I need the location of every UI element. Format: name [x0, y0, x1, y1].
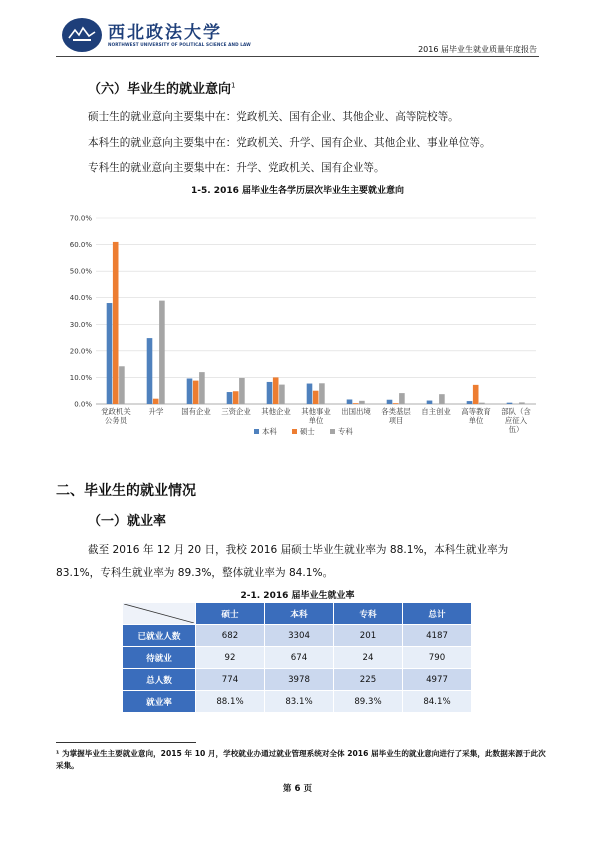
bar-硕士-1 [153, 399, 159, 404]
bar-本科-7 [387, 400, 393, 404]
y-tick-label: 10.0% [69, 373, 92, 382]
bar-专科-1 [159, 301, 165, 404]
bar-本科-3 [227, 392, 233, 404]
table-cell: 4187 [403, 625, 472, 647]
university-name-en: NORTHWEST UNIVERSITY OF POLITICAL SCIENCE AND LAW [108, 42, 251, 47]
table-cell: 674 [265, 647, 334, 669]
x-tick-label: 应征入 [504, 416, 528, 425]
bar-硕士-7 [393, 403, 399, 404]
y-tick-label: 20.0% [69, 347, 92, 356]
x-tick-label: 其他事业 [301, 407, 331, 416]
legend-label: 硕士 [300, 427, 315, 436]
x-tick-label: 伍） [508, 425, 524, 434]
employment-para-line2: 83.1%，专科生就业率为 89.3%，整体就业率为 84.1%。 [56, 567, 334, 579]
bar-专科-6 [359, 401, 365, 404]
bar-本科-10 [507, 403, 513, 404]
intent-bar-chart [56, 198, 540, 448]
table-cell: 89.3% [334, 691, 403, 713]
table-row [123, 647, 472, 669]
table-row-header: 已就业人数 [123, 625, 196, 647]
table-col-header: 专科 [334, 603, 403, 625]
bar-专科-0 [119, 366, 125, 404]
table-row-header: 就业率 [123, 691, 196, 713]
x-tick-label: 国有企业 [181, 407, 211, 416]
report-title: 2016 届毕业生就业质量年度报告 [418, 45, 537, 54]
section-heading-intent [88, 78, 235, 97]
table-title: 2-1. 2016 届毕业生就业率 [240, 591, 355, 601]
table-cell: 88.1% [196, 691, 265, 713]
y-tick-label: 70.0% [69, 214, 92, 223]
bar-硕士-2 [193, 381, 199, 404]
table-cell: 3978 [265, 669, 334, 691]
bar-专科-5 [319, 383, 325, 404]
y-tick-label: 60.0% [69, 241, 92, 250]
bar-硕士-5 [313, 391, 319, 404]
legend-swatch-本科 [254, 429, 259, 434]
x-tick-label: 出国出境 [341, 407, 371, 416]
legend-swatch-专科 [330, 429, 335, 434]
footnote-ref: 1 [231, 81, 236, 90]
table-row [123, 691, 472, 713]
chart-title: 1-5. 2016 届毕业生各学历层次毕业生主要就业意向 [191, 186, 404, 196]
table-col-header: 本科 [265, 603, 334, 625]
logo-emblem-icon [67, 24, 97, 44]
bar-硕士-0 [113, 242, 119, 404]
x-tick-label: 自主创业 [421, 407, 451, 416]
y-tick-label: 40.0% [69, 294, 92, 303]
table-cell: 682 [196, 625, 265, 647]
table-cell: 774 [196, 669, 265, 691]
x-tick-label: 单位 [468, 416, 484, 425]
y-tick-label: 0.0% [74, 400, 92, 409]
bar-本科-6 [347, 399, 353, 404]
bar-本科-9 [467, 401, 473, 404]
section-heading-employment: 二、毕业生的就业情况 [56, 483, 196, 499]
bar-本科-2 [187, 378, 193, 404]
table-row [123, 625, 472, 647]
table-cell: 790 [403, 647, 472, 669]
x-tick-label: 升学 [148, 407, 164, 416]
intent-line-bachelor: 本科生的就业意向主要集中在：党政机关、升学、国有企业、其他企业、事业单位等。 [88, 137, 491, 149]
x-tick-label: 项目 [388, 416, 404, 425]
bar-专科-10 [519, 402, 525, 404]
bar-专科-3 [239, 378, 245, 404]
bar-本科-0 [107, 303, 113, 404]
bar-专科-7 [399, 393, 405, 404]
bar-专科-2 [199, 372, 205, 404]
bar-专科-4 [279, 385, 285, 404]
university-name-cn: 西北政法大学 [108, 23, 222, 43]
table-corner-cell [123, 603, 196, 625]
legend-swatch-硕士 [292, 429, 297, 434]
x-tick-label: 部队（含 [501, 407, 531, 416]
x-tick-label: 高等教育 [461, 407, 491, 416]
bar-硕士-9 [473, 385, 479, 404]
page-number: 第 6 页 [282, 784, 313, 794]
table-cell: 201 [334, 625, 403, 647]
y-tick-label: 30.0% [69, 320, 92, 329]
subsection-heading-rate: （一）就业率 [88, 514, 167, 529]
table-header-row [123, 603, 472, 625]
section-heading-text: （六）毕业生的就业意向 [88, 82, 232, 97]
bar-硕士-3 [233, 391, 239, 404]
table-cell: 3304 [265, 625, 334, 647]
bar-本科-5 [307, 384, 313, 404]
header-divider [56, 56, 539, 57]
intent-line-master: 硕士生的就业意向主要集中在：党政机关、国有企业、其他企业、高等院校等。 [88, 111, 459, 123]
table-cell: 24 [334, 647, 403, 669]
table-cell: 4977 [403, 669, 472, 691]
x-tick-label: 党政机关 [101, 407, 131, 416]
bar-本科-1 [147, 338, 153, 404]
table-row-header: 总人数 [123, 669, 196, 691]
legend-label: 本科 [262, 427, 277, 436]
table-col-header: 硕士 [196, 603, 265, 625]
x-tick-label: 三资企业 [221, 407, 251, 416]
bar-本科-4 [267, 382, 273, 404]
table-cell: 225 [334, 669, 403, 691]
table-cell: 92 [196, 647, 265, 669]
employment-para-line1: 截至 2016 年 12 月 20 日，我校 2016 届硕士毕业生就业率为 88.1%，本科生就业率为 [88, 544, 509, 556]
table-cell: 83.1% [265, 691, 334, 713]
footnote: ¹ 为掌握毕业生主要就业意向，2015 年 10 月，学校就业办通过就业管理系统对全体 2016 届毕业生的就业意向进行了采集，此数据来源于此次采集。 [56, 749, 546, 770]
bar-本科-8 [427, 401, 433, 404]
bar-专科-9 [479, 403, 485, 404]
intent-line-junior: 专科生的就业意向主要集中在：升学、党政机关、国有企业等。 [88, 162, 385, 174]
legend-label: 专科 [338, 427, 353, 436]
y-tick-label: 50.0% [69, 267, 92, 276]
table-col-header: 总计 [403, 603, 472, 625]
x-tick-label: 其他企业 [261, 407, 291, 416]
x-tick-label: 公务员 [104, 416, 128, 425]
bar-硕士-4 [273, 377, 279, 404]
employment-rate-table [122, 602, 472, 713]
x-tick-label: 单位 [308, 416, 324, 425]
bar-专科-8 [439, 394, 445, 404]
table-row-header: 待就业 [123, 647, 196, 669]
table-row [123, 669, 472, 691]
table-cell: 84.1% [403, 691, 472, 713]
footnote-divider [56, 742, 196, 743]
x-tick-label: 各类基层 [381, 407, 411, 416]
bar-硕士-6 [353, 403, 359, 404]
